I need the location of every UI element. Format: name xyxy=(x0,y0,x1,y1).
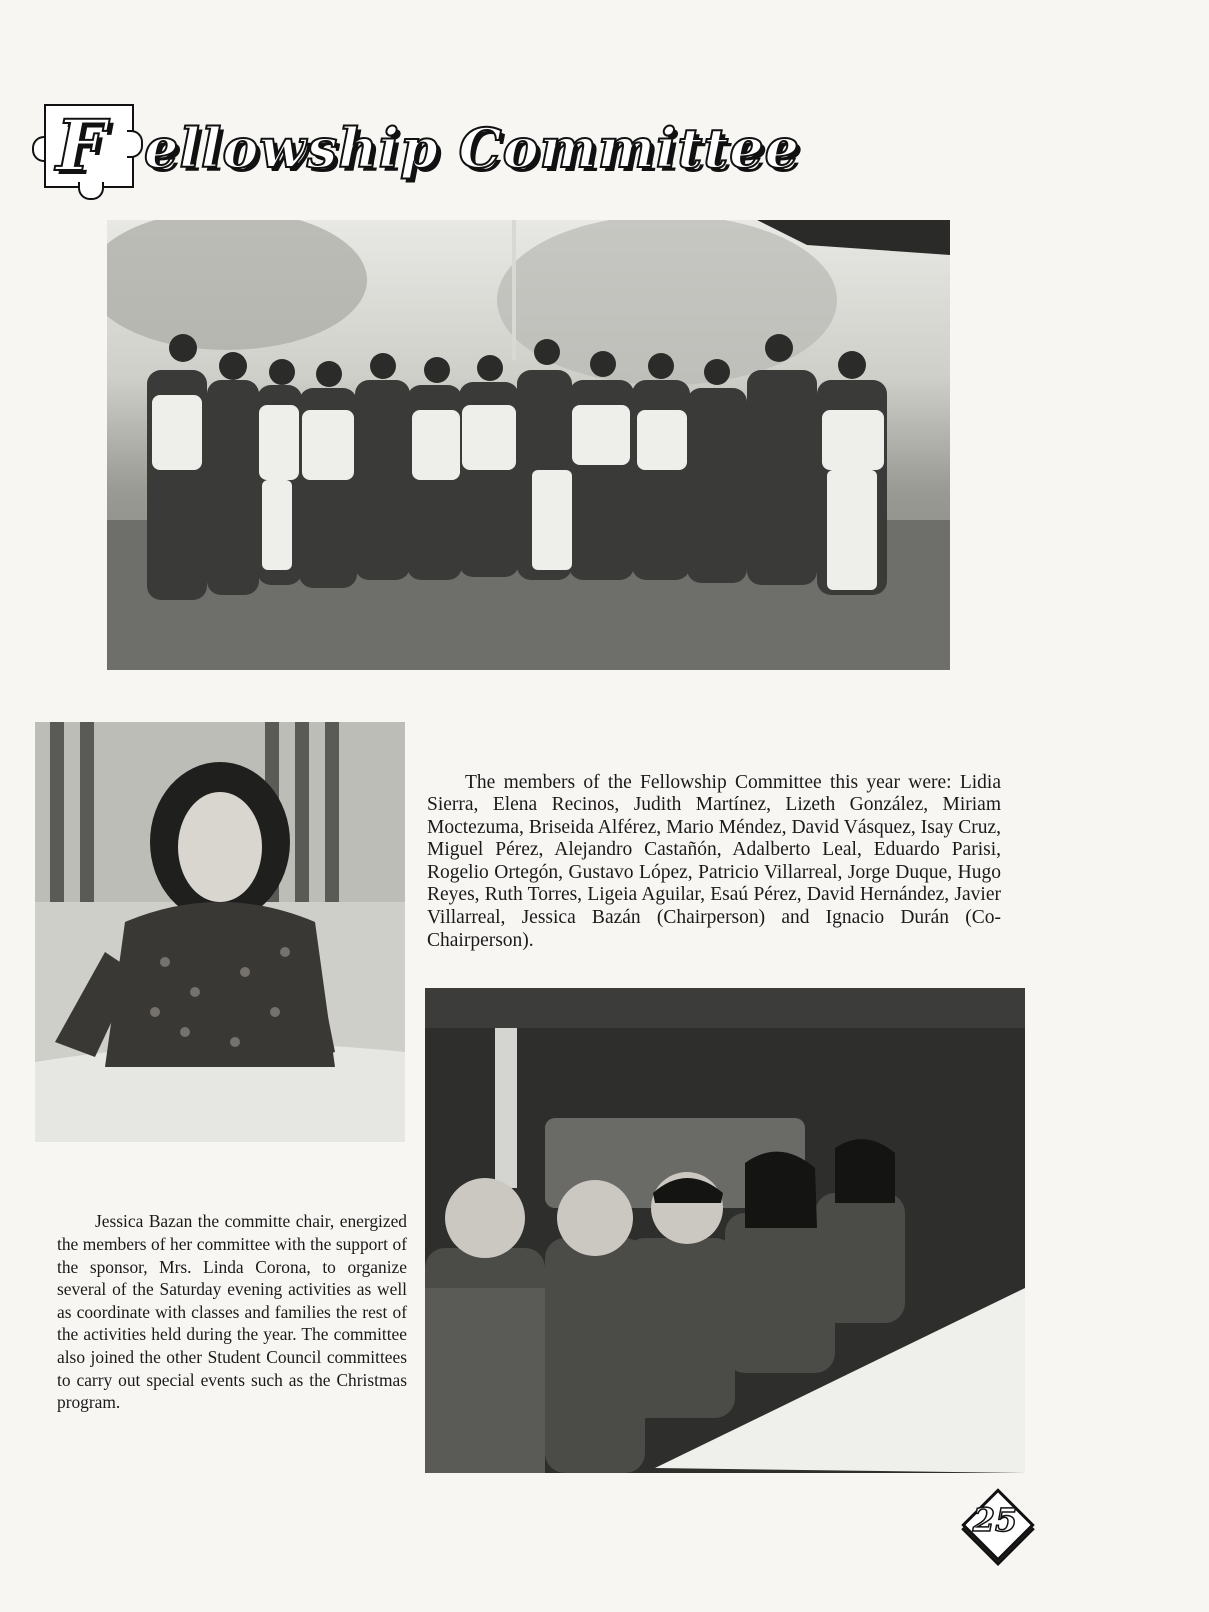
page-title xyxy=(34,100,801,215)
puzzle-tab-right xyxy=(127,130,143,158)
title-text: ellowship Committee xyxy=(144,116,801,180)
chair-paragraph: Jessica Bazan the committe chair, energized the members of her committee with the support of the sponsor, Mrs. Linda Corona, to organize several of the Saturday evening activities as well as coordinate with classes and families the rest of the activities held during the year. The committee also joined the other Student Council committees to carry out special events such as the Christmas program. xyxy=(57,1211,407,1413)
diamond-badge-icon xyxy=(960,1487,1030,1557)
members-paragraph: The members of the Fellowship Committee this year were: Lidia Sierra, Elena Recinos, Judith Martínez, Lizeth González, Miriam Moctezuma, Briseida Alférez, Mario Méndez, David Vásquez, Isay Cruz, Miguel Pérez, Alejandro Castañón, Adalberto Leal, Eduardo Parisi, Rogelio Ortegón, Gustavo López, Patricio Villarreal, Jorge Duque, Hugo Reyes, Ruth Torres, Ligeia Aguilar, Esaú Pérez, David Hernández, Javier Villarreal, Jessica Bazán (Chairperson) and Ignacio Durán (Co-Chairperson). xyxy=(427,771,1001,951)
page-number: 25 xyxy=(972,1501,1018,1539)
chairperson-portrait-photo xyxy=(35,722,405,1142)
group-photo xyxy=(107,220,950,670)
dinner-photo xyxy=(425,988,1025,1473)
title-initial: F xyxy=(56,104,106,187)
